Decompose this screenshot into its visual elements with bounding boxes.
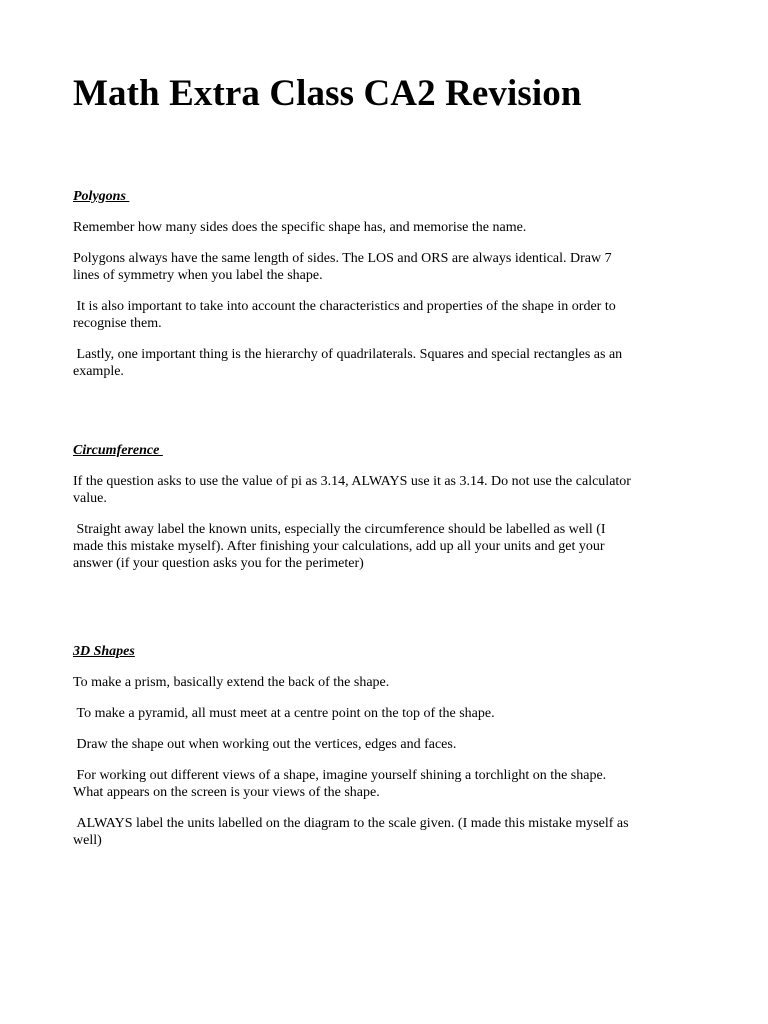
paragraph: To make a prism, basically extend the back of the shape. [73,675,390,690]
section-heading-circumference: Circumference [73,443,163,458]
paragraph: ALWAYS label the units labelled on the diagram to the scale given. (I made this mistake myself as well) [73,816,629,848]
section-circumference [73,442,698,572]
paragraph: It is also important to take into account the characteristics and properties of the shape in order to recognise them. [73,299,616,331]
section-heading-polygons: Polygons [73,189,130,204]
paragraph: Polygons always have the same length of sides. The LOS and ORS are always identical. Draw 7 lines of symmetry when you label the shape. [73,251,612,283]
paragraph: Straight away label the known units, especially the circumference should be labelled as well (I made this mistake myself). After finishing your calculations, add up all your units and get your answer (if your question asks you for the perimeter) [73,522,606,571]
paragraph: Draw the shape out when working out the vertices, edges and faces. [73,737,457,752]
paragraph: Remember how many sides does the specific shape has, and memorise the name. [73,220,527,235]
paragraph: To make a pyramid, all must meet at a centre point on the top of the shape. [73,706,495,721]
paragraph: If the question asks to use the value of pi as 3.14, ALWAYS use it as 3.14. Do not use the calculator value. [73,474,631,506]
document-title: Math Extra Class CA2 Revision [73,73,582,114]
paragraph: Lastly, one important thing is the hierarchy of quadrilaterals. Squares and special rectangles as an example. [73,347,623,379]
section-polygons [73,188,698,380]
document-page [73,72,698,863]
paragraph: For working out different views of a shape, imagine yourself shining a torchlight on the shape. What appears on the screen is your views of the shape. [73,768,607,800]
section-heading-3d-shapes: 3D Shapes [73,644,135,659]
section-3d-shapes [73,643,698,849]
